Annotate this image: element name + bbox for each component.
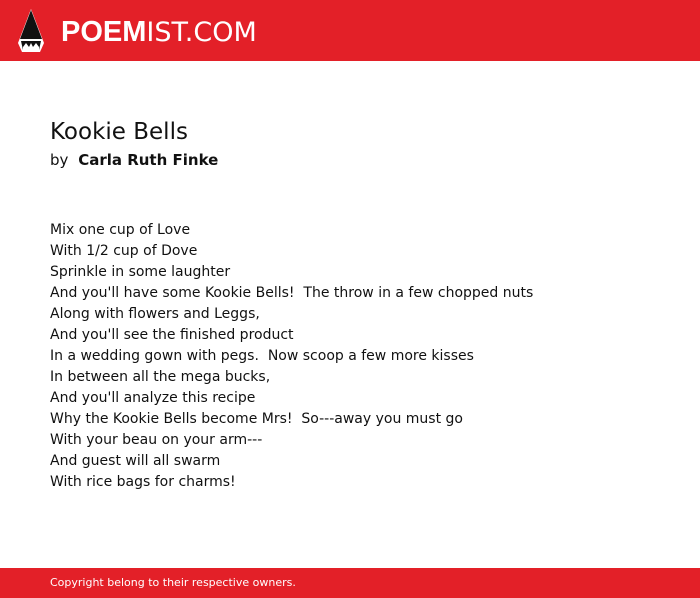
poem-line: Sprinkle in some laughter xyxy=(50,264,231,280)
poem-line: With rice bags for charms! xyxy=(50,474,236,490)
poem-content xyxy=(50,117,650,493)
poem-body xyxy=(50,220,650,493)
poem-title: Kookie Bells xyxy=(50,119,188,145)
author-link[interactable]: Carla Ruth Finke xyxy=(78,151,219,169)
poem-line: In a wedding gown with pegs. Now scoop a few more kisses xyxy=(50,348,474,364)
logo-wordmark-light: IST.COM xyxy=(146,16,257,48)
poem-line: With 1/2 cup of Dove xyxy=(50,243,198,259)
copyright-text: Copyright belong to their respective owners. xyxy=(50,576,296,589)
poem-line: Along with flowers and Leggs, xyxy=(50,306,260,322)
byline xyxy=(50,150,650,170)
by-label: by xyxy=(50,151,69,169)
poem-line: Why the Kookie Bells become Mrs! So---away you must go xyxy=(50,411,463,427)
poem-line: And you'll have some Kookie Bells! The throw in a few chopped nuts xyxy=(50,285,534,301)
poem-line: With your beau on your arm--- xyxy=(50,432,263,448)
poem-line: And you'll analyze this recipe xyxy=(50,390,256,406)
poem-line: And you'll see the finished product xyxy=(50,327,294,343)
logo-wordmark-bold: POEM xyxy=(61,15,147,48)
site-header xyxy=(0,0,700,61)
poem-line: Mix one cup of Love xyxy=(50,222,191,238)
poem-line: And guest will all swarm xyxy=(50,453,221,469)
logo-wordmark xyxy=(61,17,257,47)
poem-line: In between all the mega bucks, xyxy=(50,369,271,385)
site-footer xyxy=(0,568,700,598)
pencil-icon xyxy=(18,9,44,52)
site-logo-link[interactable] xyxy=(18,9,257,52)
